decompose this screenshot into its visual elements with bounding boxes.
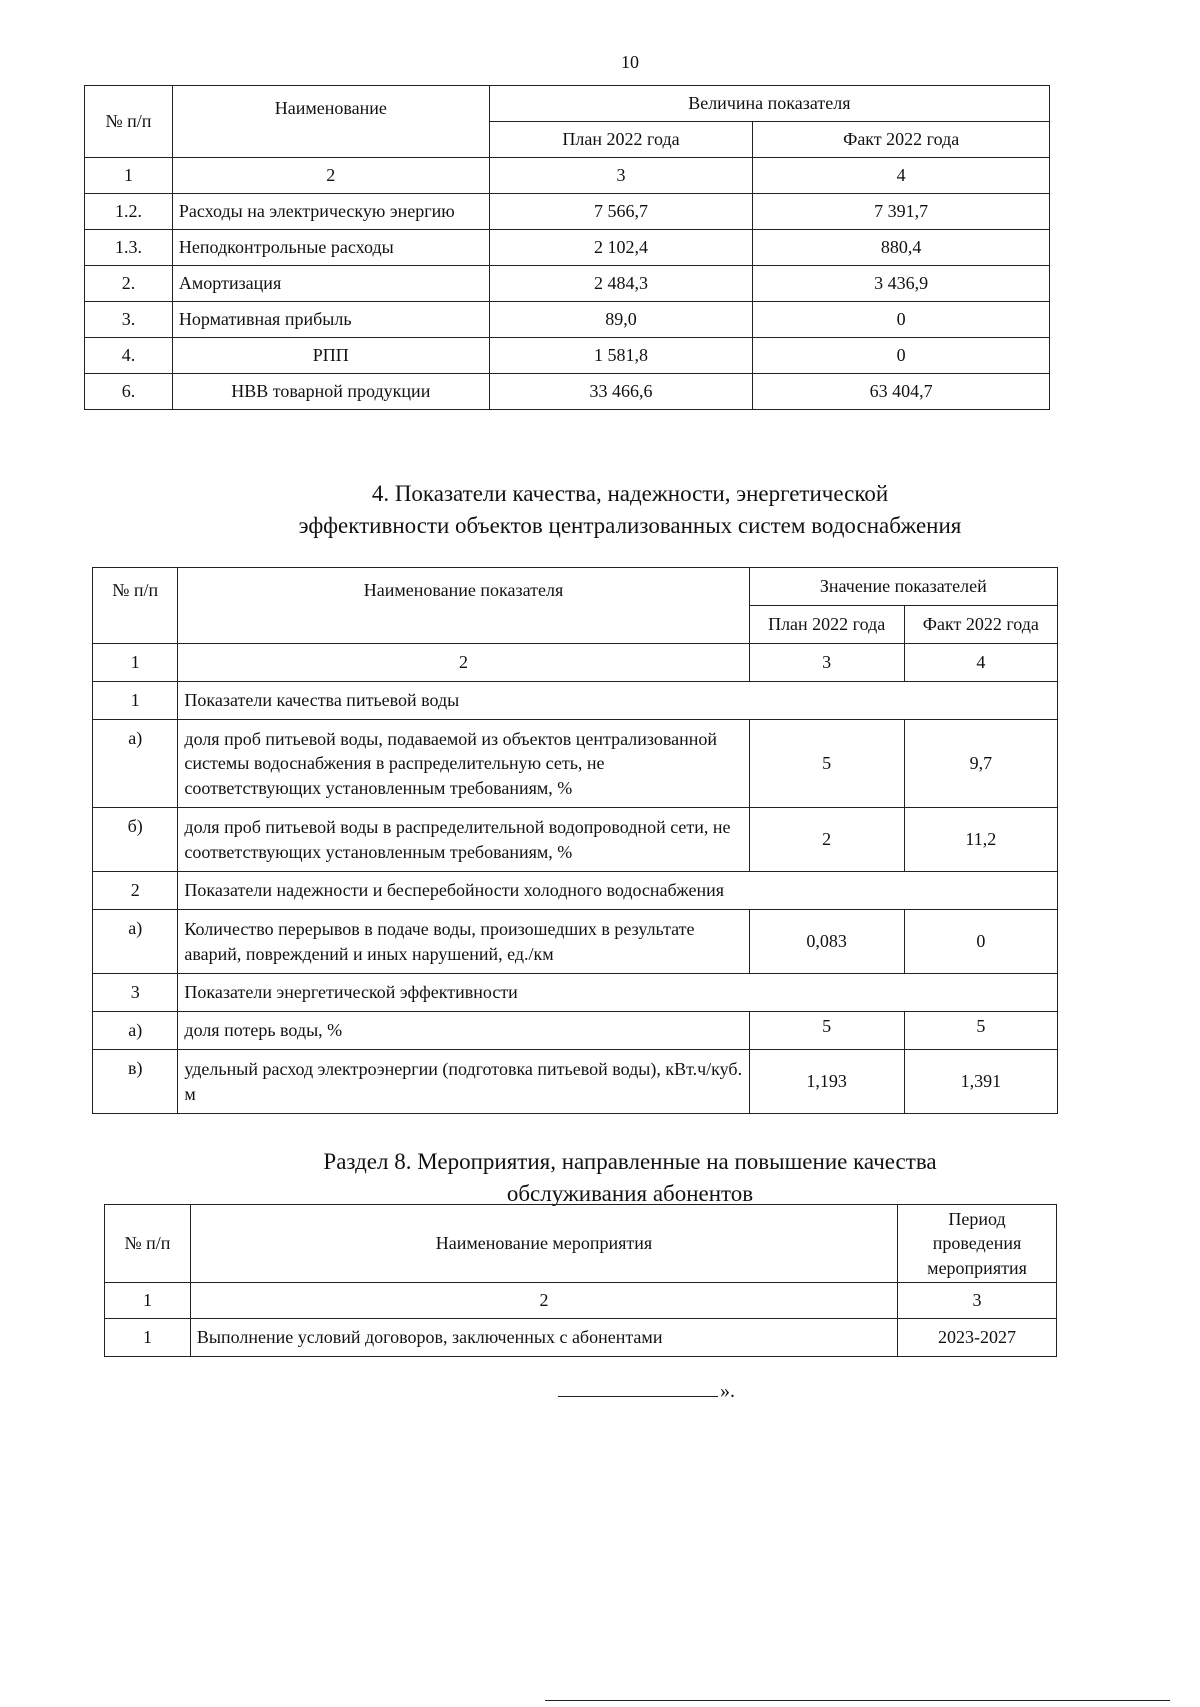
row-fact: 63 404,7 bbox=[753, 374, 1050, 410]
header-fact: Факт 2022 года bbox=[904, 606, 1057, 644]
group-name: Показатели энергетической эффективности bbox=[178, 974, 1058, 1012]
row-num: 2. bbox=[85, 266, 173, 302]
header-num: № п/п bbox=[105, 1205, 191, 1283]
header-value: Значение показателей bbox=[749, 568, 1057, 606]
header-period: Период проведения мероприятия bbox=[898, 1205, 1057, 1283]
measures-table bbox=[104, 1204, 1057, 1357]
row-fact: 11,2 bbox=[904, 808, 1057, 872]
row-fact: 0 bbox=[904, 910, 1057, 974]
row-fact: 3 436,9 bbox=[753, 266, 1050, 302]
row-plan: 2 bbox=[749, 808, 904, 872]
row-num: 1.3. bbox=[85, 230, 173, 266]
row-plan: 2 484,3 bbox=[489, 266, 753, 302]
group-row bbox=[93, 872, 1058, 910]
quality-indicators-table bbox=[92, 567, 1058, 1114]
row-fact: 7 391,7 bbox=[753, 194, 1050, 230]
row-name: Неподконтрольные расходы bbox=[172, 230, 489, 266]
row-fact: 0 bbox=[753, 338, 1050, 374]
row-plan: 5 bbox=[749, 1012, 904, 1050]
row-num: б) bbox=[93, 808, 178, 872]
header-num: № п/п bbox=[93, 568, 178, 644]
row-name: доля проб питьевой воды, подаваемой из объектов централизованной системы водоснабжения в распределительную сеть, не соответствующих установленным требованиям, % bbox=[178, 720, 749, 808]
index-cell: 2 bbox=[172, 158, 489, 194]
group-name: Показатели качества питьевой воды bbox=[178, 682, 1058, 720]
footer-rule bbox=[545, 1700, 1170, 1701]
section-8-title bbox=[0, 1146, 1200, 1209]
row-num: 6. bbox=[85, 374, 173, 410]
row-num: а) bbox=[93, 720, 178, 808]
page-number: 10 bbox=[621, 52, 639, 72]
row-plan: 33 466,6 bbox=[489, 374, 753, 410]
row-name: доля потерь воды, % bbox=[178, 1012, 749, 1050]
header-plan: План 2022 года bbox=[489, 122, 753, 158]
header-fact: Факт 2022 года bbox=[753, 122, 1050, 158]
financial-table bbox=[84, 85, 1050, 410]
table-row bbox=[85, 194, 1050, 230]
row-fact: 0 bbox=[753, 302, 1050, 338]
signature-line bbox=[558, 1396, 718, 1397]
group-num: 1 bbox=[93, 682, 178, 720]
index-cell: 2 bbox=[178, 644, 749, 682]
group-name: Показатели надежности и бесперебойности холодного водоснабжения bbox=[178, 872, 1058, 910]
row-plan: 0,083 bbox=[749, 910, 904, 974]
row-num: а) bbox=[93, 1012, 178, 1050]
section-8-title-line2: обслуживания абонентов bbox=[506, 1180, 754, 1206]
row-plan: 89,0 bbox=[489, 302, 753, 338]
header-value: Величина показателя bbox=[489, 86, 1049, 122]
section-8-title-line1: Раздел 8. Мероприятия, направленные на повышение качества bbox=[323, 1149, 937, 1174]
row-plan: 1,193 bbox=[749, 1050, 904, 1114]
row-plan: 1 581,8 bbox=[489, 338, 753, 374]
row-name: РПП bbox=[172, 338, 489, 374]
row-name: Амортизация bbox=[172, 266, 489, 302]
row-fact: 1,391 bbox=[904, 1050, 1057, 1114]
index-cell: 3 bbox=[898, 1282, 1057, 1318]
header-plan: План 2022 года bbox=[749, 606, 904, 644]
index-cell: 4 bbox=[904, 644, 1057, 682]
row-fact: 880,4 bbox=[753, 230, 1050, 266]
row-name: Расходы на электрическую энергию bbox=[172, 194, 489, 230]
row-name: доля проб питьевой воды в распределительной водопроводной сети, не соответствующих установленным требованиям, % bbox=[178, 808, 749, 872]
index-cell: 1 bbox=[93, 644, 178, 682]
table-row bbox=[85, 338, 1050, 374]
row-num: а) bbox=[93, 910, 178, 974]
row-num: 1.2. bbox=[85, 194, 173, 230]
table-row bbox=[85, 266, 1050, 302]
table-row bbox=[105, 1318, 1057, 1356]
row-period: 2023-2027 bbox=[898, 1318, 1057, 1356]
index-cell: 3 bbox=[749, 644, 904, 682]
section-4-title-line1: 4. Показатели качества, надежности, энергетической bbox=[371, 481, 889, 506]
header-name: Наименование bbox=[172, 86, 489, 158]
row-name: Количество перерывов в подаче воды, произошедших в результате аварий, повреждений и иных нарушений, ед./км bbox=[178, 910, 749, 974]
table-row bbox=[85, 374, 1050, 410]
table-row bbox=[85, 230, 1050, 266]
row-name: удельный расход электроэнергии (подготовка питьевой воды), кВт.ч/куб. м bbox=[178, 1050, 749, 1114]
row-fact: 5 bbox=[904, 1012, 1057, 1050]
header-name: Наименование показателя bbox=[178, 568, 749, 644]
index-cell: 1 bbox=[105, 1282, 191, 1318]
index-cell: 3 bbox=[489, 158, 753, 194]
index-cell: 4 bbox=[753, 158, 1050, 194]
header-num: № п/п bbox=[85, 86, 173, 158]
table-row bbox=[93, 808, 1058, 872]
row-num: 4. bbox=[85, 338, 173, 374]
table-row bbox=[93, 720, 1058, 808]
row-plan: 2 102,4 bbox=[489, 230, 753, 266]
closing-mark bbox=[558, 1380, 735, 1403]
section-4-title-line2: эффективности объектов централизованных систем водоснабжения bbox=[298, 512, 962, 538]
row-num: 3. bbox=[85, 302, 173, 338]
row-num: 1 bbox=[105, 1318, 191, 1356]
index-cell: 2 bbox=[190, 1282, 897, 1318]
row-num: в) bbox=[93, 1050, 178, 1114]
section-4-title bbox=[0, 478, 1200, 541]
group-row bbox=[93, 682, 1058, 720]
group-num: 3 bbox=[93, 974, 178, 1012]
closing-quote: ». bbox=[720, 1380, 735, 1402]
table-row bbox=[93, 1050, 1058, 1114]
row-name: Нормативная прибыль bbox=[172, 302, 489, 338]
row-name: НВВ товарной продукции bbox=[172, 374, 489, 410]
group-row bbox=[93, 974, 1058, 1012]
row-name: Выполнение условий договоров, заключенных с абонентами bbox=[190, 1318, 897, 1356]
row-plan: 5 bbox=[749, 720, 904, 808]
table-row bbox=[85, 302, 1050, 338]
table-row bbox=[93, 910, 1058, 974]
row-fact: 9,7 bbox=[904, 720, 1057, 808]
header-name: Наименование мероприятия bbox=[190, 1205, 897, 1283]
table-row bbox=[93, 1012, 1058, 1050]
index-cell: 1 bbox=[85, 158, 173, 194]
group-num: 2 bbox=[93, 872, 178, 910]
row-plan: 7 566,7 bbox=[489, 194, 753, 230]
